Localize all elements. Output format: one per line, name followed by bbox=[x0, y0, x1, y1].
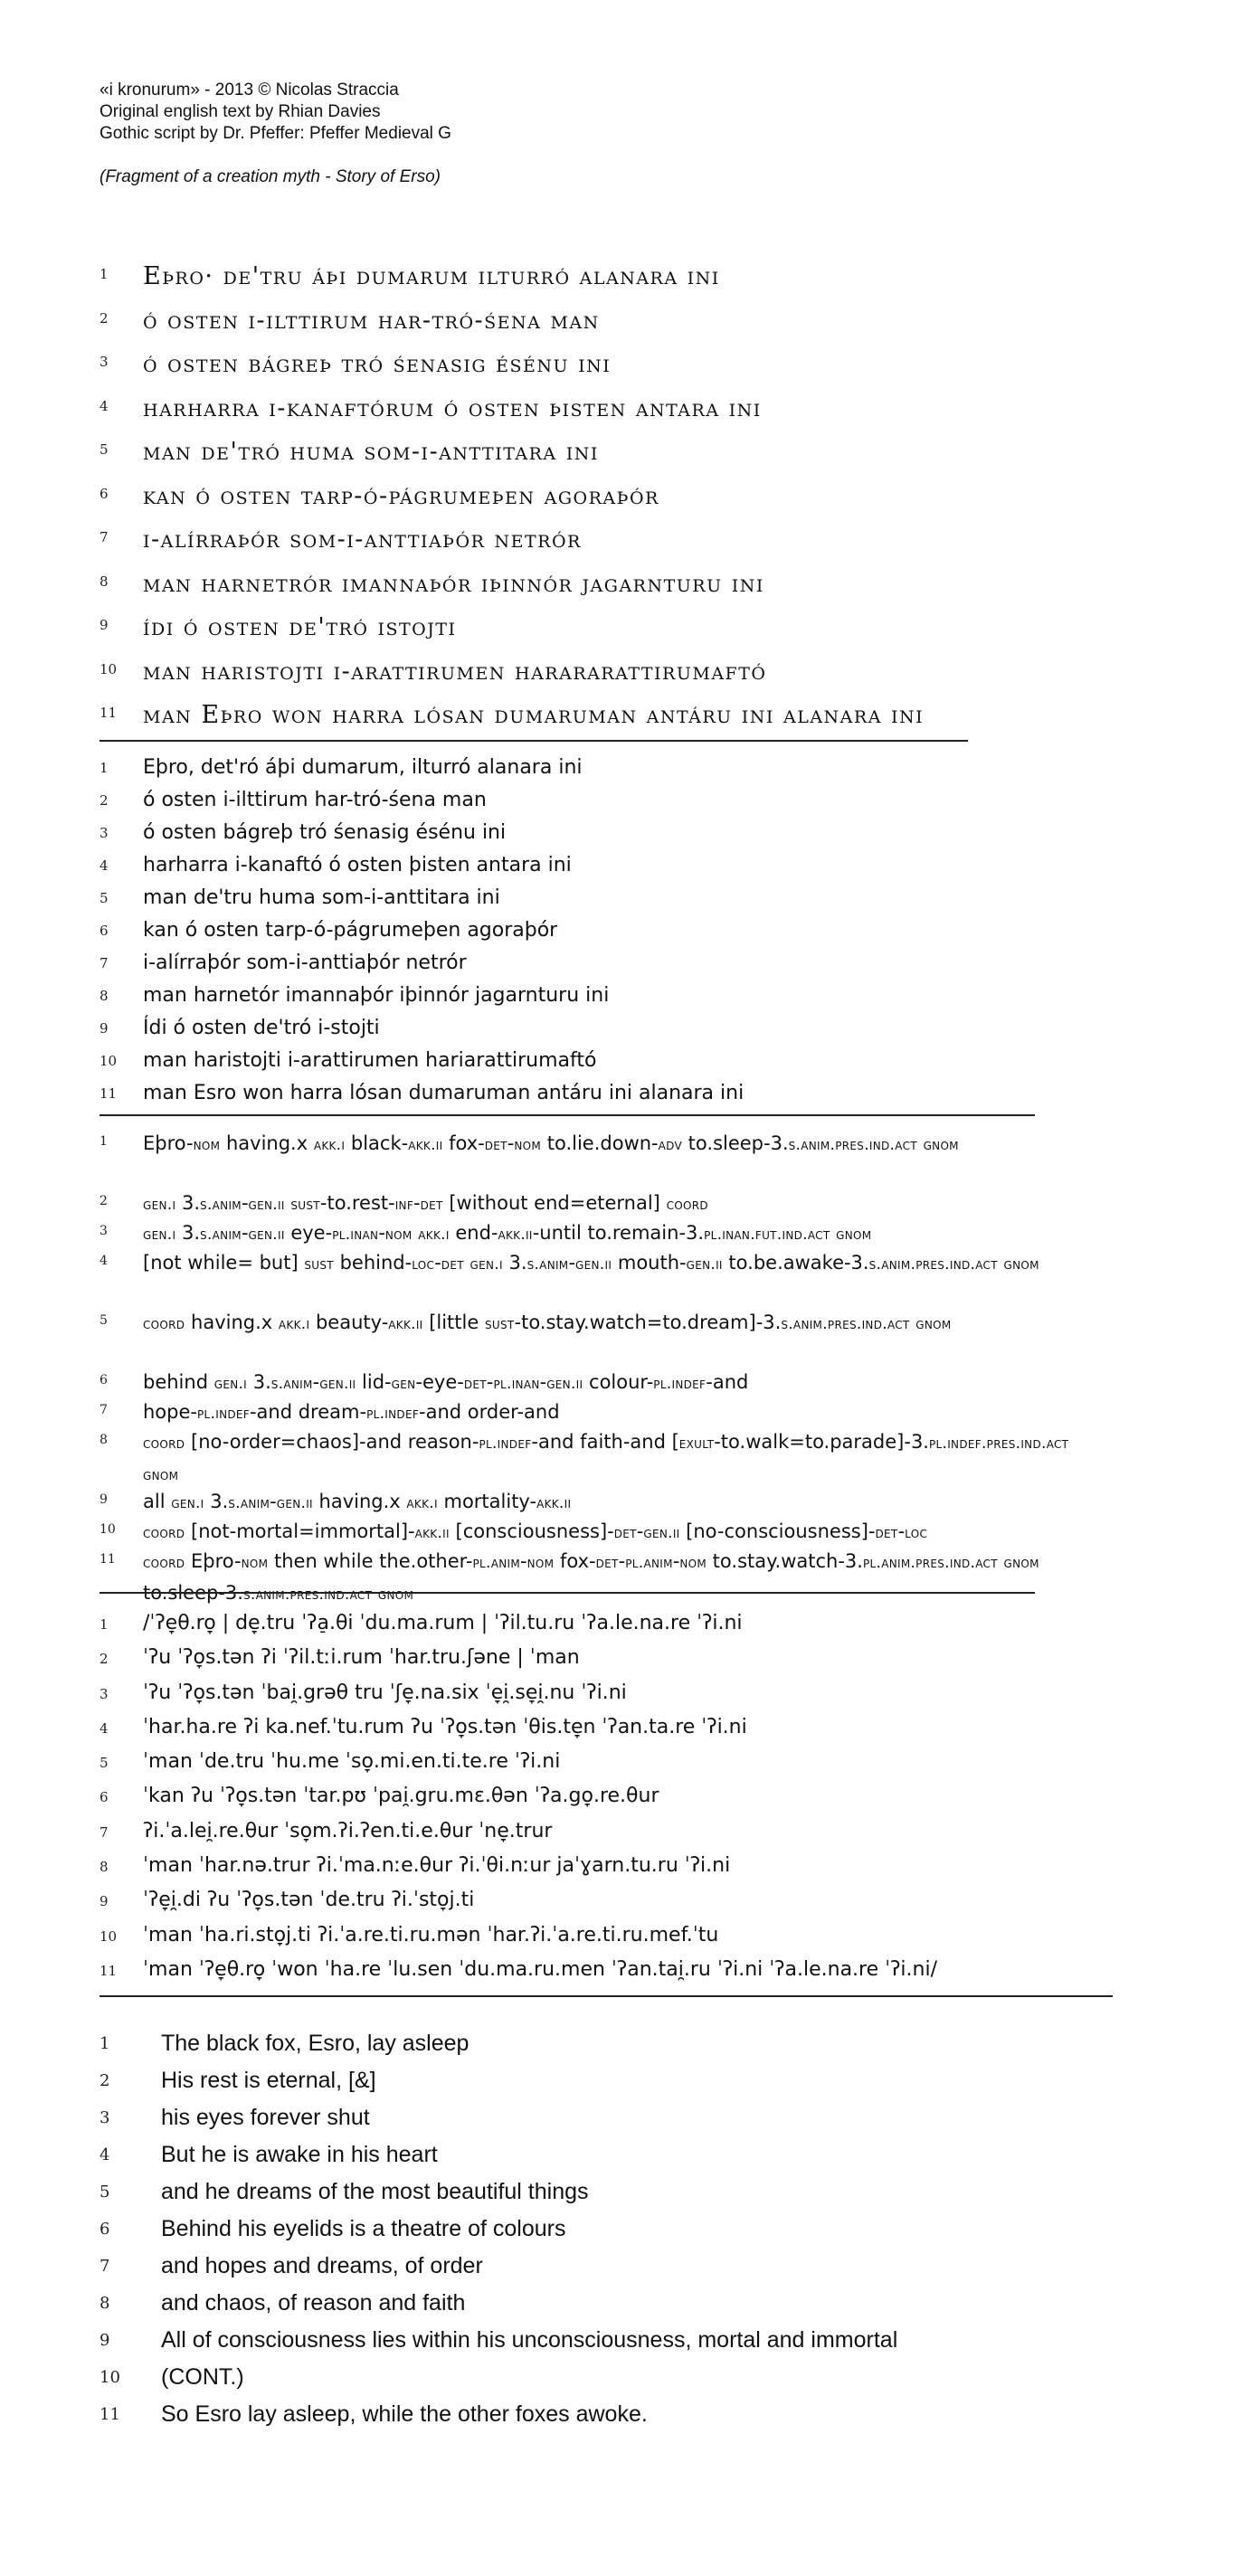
gloss-text: coord Eþro-nom then while the.other-pl.anim-nom fox-det-pl.anim-nom to.stay.watch-3.pl.anim.pres.ind.act gnom to.sleep-3.s.anim.pres.ind.act gnom bbox=[143, 1550, 1039, 1604]
line-number: 10 bbox=[100, 660, 118, 677]
english-text: his eyes forever shut bbox=[161, 2105, 370, 2130]
english-text: and hopes and dreams, of order bbox=[161, 2253, 483, 2278]
divider-3 bbox=[100, 1592, 1035, 1594]
line-number: 4 bbox=[100, 1254, 108, 1268]
line-number: 1 bbox=[100, 266, 109, 282]
gloss-text: coord [not-mortal=immortal]-akk.ii [consciousness]-det-gen.ii [no-consciousness]-det-loc bbox=[143, 1520, 928, 1542]
line-number: 2 bbox=[100, 1651, 109, 1668]
line-number: 8 bbox=[100, 1859, 109, 1876]
transliteration-text: ó osten i-ilttirum har-tró-śena man bbox=[143, 789, 487, 811]
ipa-text: ˈʔe̞i̯.di ʔu ˈʔo̞s.tən ˈde.tru ʔi.ˈsto̞j.ti bbox=[143, 1889, 475, 1912]
line-number: 6 bbox=[100, 1373, 108, 1387]
line-number: 6 bbox=[100, 1789, 109, 1806]
line-number: 6 bbox=[100, 923, 109, 939]
line-number: 7 bbox=[100, 1403, 108, 1417]
english-text: (CONT.) bbox=[161, 2364, 244, 2390]
line-number: 4 bbox=[100, 857, 109, 874]
transliteration-text: i-alírraþór som-i-anttiaþór netrór bbox=[143, 952, 467, 974]
line-number: 1 bbox=[100, 2034, 110, 2053]
line-number: 10 bbox=[100, 1522, 116, 1537]
english-text: His rest is eternal, [&] bbox=[161, 2068, 376, 2093]
fragment-note: (Fragment of a creation myth - Story of Erso) bbox=[100, 167, 441, 186]
line-number: 10 bbox=[100, 1053, 118, 1069]
line-number: 7 bbox=[100, 529, 109, 545]
line-number: 5 bbox=[100, 1313, 108, 1328]
ipa-text: ˈʔu ˈʔo̞s.tən ʔi ˈʔil.tːi.rum ˈhar.tru.ʃəne | ˈman bbox=[143, 1646, 580, 1670]
line-number: 2 bbox=[100, 309, 109, 327]
line-number: 9 bbox=[100, 1020, 109, 1037]
line-number: 3 bbox=[100, 1224, 108, 1238]
line-number: 5 bbox=[100, 1755, 109, 1772]
line-number: 5 bbox=[100, 2183, 110, 2202]
transliteration-text: kan ó osten tarp-ó-págrumeþen agoraþór bbox=[143, 919, 558, 942]
ipa-text: /ˈʔe̞θ.ro̞ | de̞.tru ˈʔa̠.θi ˈdu.ma.rum | ˈʔil.tu.ru ˈʔa.le.na.re ˈʔi.ni bbox=[143, 1612, 743, 1634]
divider-4 bbox=[100, 1995, 1113, 1997]
line-number: 6 bbox=[100, 2220, 110, 2239]
line-number: 1 bbox=[100, 1134, 108, 1149]
line-number: 7 bbox=[100, 955, 109, 971]
gloss-text: behind gen.i 3.s.anim-gen.ii lid-gen-eye-det-pl.inan-gen.ii colour-pl.indef-and bbox=[143, 1371, 749, 1393]
line-number: 9 bbox=[100, 1492, 108, 1507]
transliteration-text: Eþro, det'ró áþi dumarum, ilturró alanara ini bbox=[143, 756, 583, 779]
script-text: man de'tró huma som-i-anttitara ini bbox=[143, 438, 599, 466]
line-number: 3 bbox=[100, 1685, 109, 1702]
transliteration-text: ó osten bágreþ tró śenasig ésénu ini bbox=[143, 821, 507, 844]
ipa-text: ˈʔu ˈʔo̞s.tən ˈbai̯.grəθ tru ˈʃe̞.na.six ˈe̞i̯.se̞i̯.nu ˈʔi.ni bbox=[143, 1681, 627, 1704]
line-number: 11 bbox=[100, 2405, 120, 2424]
line-number: 8 bbox=[100, 2294, 110, 2313]
line-number: 8 bbox=[100, 988, 109, 1004]
script-text: ó osten bágreþ tró śenasig ésénu ini bbox=[143, 350, 612, 378]
line-number: 8 bbox=[100, 573, 109, 590]
line-number: 11 bbox=[100, 1552, 116, 1567]
gloss-text: all gen.i 3.s.anim-gen.ii having.x akk.i mortality-akk.ii bbox=[143, 1491, 572, 1512]
gloss-text: [not while= but] sust behind-loc-det gen.i 3.s.anim-gen.ii mouth-gen.ii to.be.awake-3.s.anim.pres.ind.act gnom bbox=[143, 1252, 1039, 1274]
line-number: 7 bbox=[100, 1823, 109, 1841]
divider-2 bbox=[100, 1114, 1035, 1116]
english-text: But he is awake in his heart bbox=[161, 2142, 438, 2167]
line-number: 9 bbox=[100, 1893, 109, 1910]
line-number: 2 bbox=[100, 2071, 110, 2090]
english-text: The black fox, Esro, lay asleep bbox=[161, 2031, 470, 2056]
english-text: All of consciousness lies within his unconsciousness, mortal and immortal bbox=[161, 2327, 898, 2353]
transliteration-text: man haristojti i-arattirumen hariarattirumaftó bbox=[143, 1049, 597, 1072]
line-number: 9 bbox=[100, 617, 109, 633]
gloss-text: coord having.x akk.i beauty-akk.ii [little sust-to.stay.watch=to.dream]-3.s.anim.pres.ind.act gnom bbox=[143, 1312, 952, 1333]
line-number: 9 bbox=[100, 2331, 110, 2350]
script-text: man harnetrór imannaþór iþinnór jagarnturu ini bbox=[143, 569, 764, 598]
ipa-text: ˈman ˈʔe̞θ.ro̞ ˈwon ˈha.re ˈlu.sen ˈdu.ma.ru.men ˈʔan.tai̯.ru ˈʔi.ni ˈʔa.le.na.re ˈʔi.ni/ bbox=[143, 1957, 937, 1981]
document-header bbox=[100, 80, 451, 188]
gloss-text: hope-pl.indef-and dream-pl.indef-and order-and bbox=[143, 1401, 560, 1423]
line-number: 5 bbox=[100, 441, 109, 458]
line-number: 5 bbox=[100, 890, 109, 906]
line-number: 6 bbox=[100, 485, 109, 502]
transliteration-text: Ídi ó osten de'tró i-stojti bbox=[143, 1017, 380, 1039]
script-text: Eþro· de'tru áþi dumarum ilturró alanara ini bbox=[143, 262, 720, 290]
line-number: 3 bbox=[100, 354, 109, 370]
line-number: 4 bbox=[100, 397, 109, 414]
line-number: 4 bbox=[100, 1719, 109, 1737]
gloss-text: Eþro-nom having.x akk.i black-akk.ii fox-det-nom to.lie.down-adv to.sleep-3.s.anim.pres.ind.act gnom bbox=[143, 1132, 959, 1154]
script-text: kan ó osten tarp-ó-págrumeþen agoraþór bbox=[143, 481, 659, 510]
line-number: 2 bbox=[100, 792, 109, 809]
line-number: 10 bbox=[100, 2368, 120, 2387]
line-number: 11 bbox=[100, 705, 118, 721]
ipa-text: ˈhar.ha.re ʔi ka.nef.ˈtu.rum ʔu ˈʔo̞s.tən ˈθis.te̞n ˈʔan.ta.re ˈʔi.ni bbox=[143, 1715, 747, 1738]
ipa-text: ˈkan ʔu ˈʔo̞s.tən ˈtar.pʊ ˈpai̯.gru.mɛ.θən ˈʔa.go̞.re.θur bbox=[143, 1785, 659, 1808]
script-text: man haristojti i-arattirumen harararattirumaftó bbox=[143, 657, 767, 686]
ipa-text: ˈman ˈde.tru ˈhu.me ˈso̞.mi.en.ti.te.re ˈʔi.ni bbox=[143, 1750, 561, 1774]
gloss-text: coord [no-order=chaos]-and reason-pl.indef-and faith-and [exult-to.walk=to.parade]-3.pl.indef.pres.ind.act gnom bbox=[143, 1431, 1069, 1484]
ipa-text: ʔi.ˈa.lei̯.re.θur ˈso̞m.ʔi.ʔen.ti.e.θur ˈne̞.trur bbox=[143, 1819, 553, 1842]
copyright-line: «i kronurum» - 2013 © Nicolas Straccia bbox=[100, 80, 399, 99]
script-text: ídi ó osten de'tró istojti bbox=[143, 613, 457, 641]
translator-line: Original english text by Rhian Davies bbox=[100, 102, 381, 121]
english-text: and he dreams of the most beautiful things bbox=[161, 2179, 589, 2204]
font-credit-line: Gothic script by Dr. Pfeffer: Pfeffer Medieval G bbox=[100, 124, 451, 143]
gloss-text: gen.i 3.s.anim-gen.ii sust-to.rest-inf-det [without end=eternal] coord bbox=[143, 1192, 708, 1214]
line-number: 2 bbox=[100, 1194, 108, 1208]
script-text: i-alírraþór som-i-anttiaþór netrór bbox=[143, 526, 582, 554]
line-number: 1 bbox=[100, 1616, 109, 1633]
gloss-text: gen.i 3.s.anim-gen.ii eye-pl.inan-nom akk.i end-akk.ii-until to.remain-3.pl.inan.fut.ind.act gnom bbox=[143, 1222, 872, 1244]
divider-1 bbox=[100, 740, 968, 742]
line-number: 4 bbox=[100, 2145, 110, 2164]
line-number: 1 bbox=[100, 760, 109, 776]
transliteration-text: man de'tru huma som-i-anttitara ini bbox=[143, 886, 500, 909]
line-number: 3 bbox=[100, 825, 109, 841]
transliteration-text: man Esro won harra lósan dumaruman antáru ini alanara ini bbox=[143, 1082, 745, 1104]
script-text: man Eþro won harra lósan dumaruman antáru ini alanara ini bbox=[143, 701, 925, 729]
line-number: 8 bbox=[100, 1433, 108, 1447]
line-number: 3 bbox=[100, 2108, 110, 2127]
line-number: 7 bbox=[100, 2257, 110, 2276]
english-text: So Esro lay asleep, while the other foxes awoke. bbox=[161, 2401, 648, 2427]
script-text: ó osten i-ilttirum har-tró-śena man bbox=[143, 306, 600, 335]
ipa-text: ˈman ˈha.ri.sto̞j.ti ʔi.ˈa.re.ti.ru.mən ˈhar.ʔi.ˈa.re.ti.ru.mef.ˈtu bbox=[143, 1923, 719, 1946]
ipa-text: ˈman ˈhar.nə.trur ʔi.ˈma.nːe.θur ʔi.ˈθi.nːur jaˈɣarn.tu.ru ˈʔi.ni bbox=[143, 1854, 731, 1878]
transliteration-text: man harnetór imannaþór iþinnór jagarnturu ini bbox=[143, 984, 610, 1007]
line-number: 11 bbox=[100, 1085, 118, 1102]
english-text: and chaos, of reason and faith bbox=[161, 2290, 466, 2316]
english-text: Behind his eyelids is a theatre of colours bbox=[161, 2216, 566, 2241]
transliteration-text: harharra i-kanaftó ó osten þisten antara ini bbox=[143, 854, 572, 876]
line-number: 10 bbox=[100, 1927, 118, 1945]
line-number: 11 bbox=[100, 1962, 118, 1979]
script-text: harharra i-kanaftórum ó osten þisten antara ini bbox=[143, 393, 762, 422]
